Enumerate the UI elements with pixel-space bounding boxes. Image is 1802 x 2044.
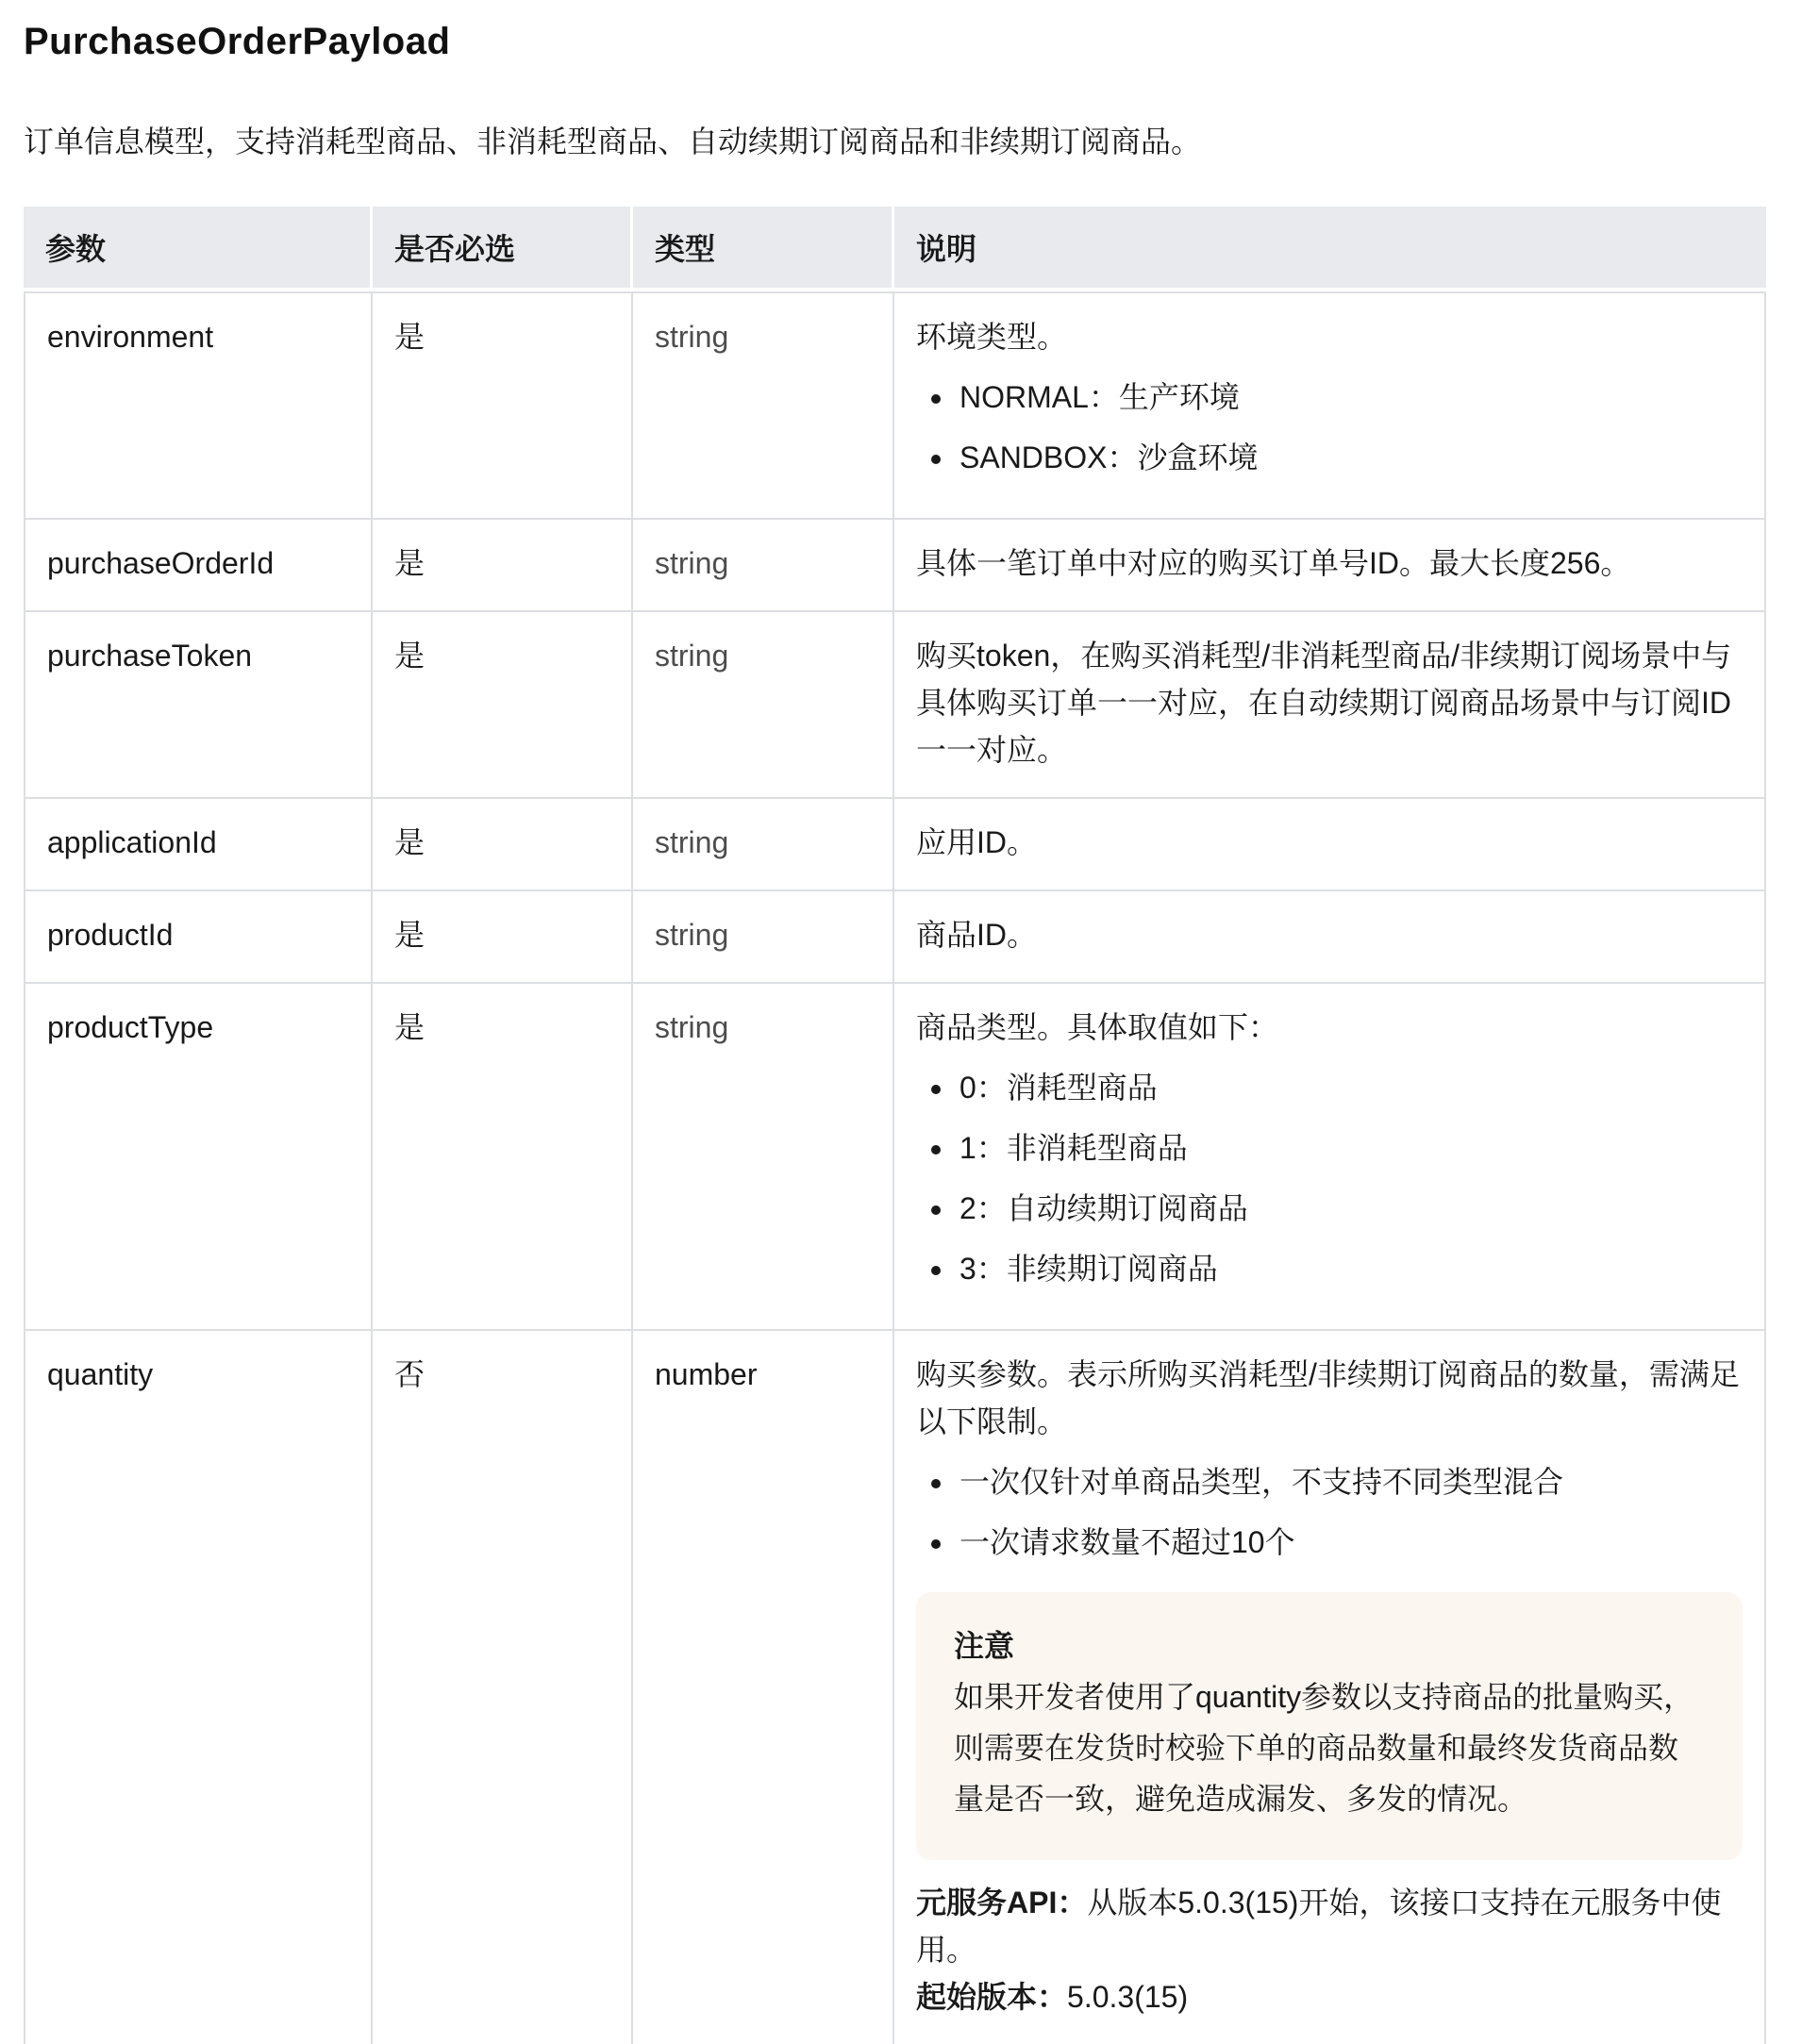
description-intro: 商品ID。: [916, 918, 1038, 952]
note-title: 注意: [954, 1629, 1015, 1663]
header-required: 是否必选: [373, 207, 633, 291]
table-row-product-id: [24, 889, 1766, 982]
type-cell: number: [633, 1329, 894, 2044]
note-body: 如果开发者使用了quantity参数以支持商品的批量购买，则需要在发货时校验下单的商品数量和最终发货商品数量是否一致，避免造成漏发、多发的情况。: [954, 1680, 1694, 1816]
type-cell: string: [633, 797, 894, 889]
required-cell: 是: [373, 982, 633, 1329]
required-cell: 是: [373, 291, 633, 518]
required-cell: 否: [373, 1329, 633, 2044]
table-row-quantity: [24, 1329, 1766, 2044]
page-title: PurchaseOrderPayload: [24, 21, 451, 62]
table-row-product-type: [24, 982, 1766, 1329]
bullet-item: • 2：自动续期订阅商品: [956, 1185, 1743, 1232]
type-cell: string: [633, 610, 894, 797]
header-type: 类型: [633, 207, 894, 291]
atomic-service-api-note: [916, 1879, 1743, 1973]
bullet-item: • NORMAL：生产环境: [956, 374, 1743, 421]
param-cell: quantity: [24, 1329, 373, 2044]
required-cell: 是: [373, 610, 633, 797]
type-cell: string: [633, 982, 894, 1329]
param-cell: environment: [24, 291, 373, 518]
table-row-purchase-order-id: [24, 518, 1766, 610]
page-description: 订单信息模型，支持消耗型商品、非消耗型商品、自动续期订阅商品和非续期订阅商品。: [24, 125, 1202, 158]
note-callout: [916, 1592, 1743, 1860]
since-version-note: [916, 1973, 1743, 2020]
required-cell: 是: [373, 889, 633, 982]
bullet-item: • 一次仅针对单商品类型，不支持不同类型混合: [956, 1458, 1743, 1505]
description-intro: 环境类型。: [916, 320, 1068, 354]
bullet-item: • SANDBOX：沙盒环境: [956, 434, 1743, 481]
description-cell: [894, 610, 1766, 797]
description-intro: 购买token，在购买消耗型/非消耗型商品/非续期订阅场景中与具体购买订单一一对应，在自动续期订阅商品场景中与订阅ID一一对应。: [916, 639, 1732, 767]
parameters-table: [24, 207, 1766, 2044]
param-cell: purchaseOrderId: [24, 518, 373, 610]
footnote-text: 从版本5.0.3(15)开始，该接口支持在元服务中使用。: [916, 1886, 1722, 1967]
required-cell: 是: [373, 518, 633, 610]
description-cell: [894, 797, 1766, 889]
header-description: 说明: [894, 207, 1766, 291]
description-cell: [894, 1329, 1766, 2044]
bullet-item: • 1：非消耗型商品: [956, 1124, 1743, 1172]
param-cell: productType: [24, 982, 373, 1329]
type-cell: string: [633, 291, 894, 518]
table-row-environment: [24, 291, 1766, 518]
header-row: [24, 207, 1766, 291]
param-cell: purchaseToken: [24, 610, 373, 797]
param-cell: productId: [24, 889, 373, 982]
description-bullet-list: [916, 374, 1743, 481]
header-param: 参数: [24, 207, 373, 291]
description-bullet-list: [916, 1064, 1743, 1292]
type-cell: string: [633, 518, 894, 610]
type-cell: string: [633, 889, 894, 982]
bullet-item: • 0：消耗型商品: [956, 1064, 1743, 1111]
description-intro: 应用ID。: [916, 825, 1038, 859]
table-header: [24, 207, 1766, 291]
footnote-label: 元服务API：: [916, 1886, 1088, 1919]
table-row-purchase-token: [24, 610, 1766, 797]
table-row-application-id: [24, 797, 1766, 889]
description-cell: [894, 518, 1766, 610]
param-cell: applicationId: [24, 797, 373, 889]
description-intro: 具体一笔订单中对应的购买订单号ID。最大长度256。: [916, 546, 1631, 580]
required-cell: 是: [373, 797, 633, 889]
footnote-label: 起始版本：: [916, 1980, 1068, 2014]
description-intro: 购买参数。表示所购买消耗型/非续期订阅商品的数量，需满足以下限制。: [916, 1357, 1740, 1438]
description-intro: 商品类型。具体取值如下：: [916, 1010, 1279, 1044]
description-bullet-list: [916, 1458, 1743, 1566]
bullet-item: • 一次请求数量不超过10个: [956, 1519, 1743, 1566]
description-cell: [894, 982, 1766, 1329]
bullet-item: • 3：非续期订阅商品: [956, 1245, 1743, 1292]
footnote-text: 5.0.3(15): [1067, 1980, 1189, 2014]
description-cell: [894, 889, 1766, 982]
description-cell: [894, 291, 1766, 518]
